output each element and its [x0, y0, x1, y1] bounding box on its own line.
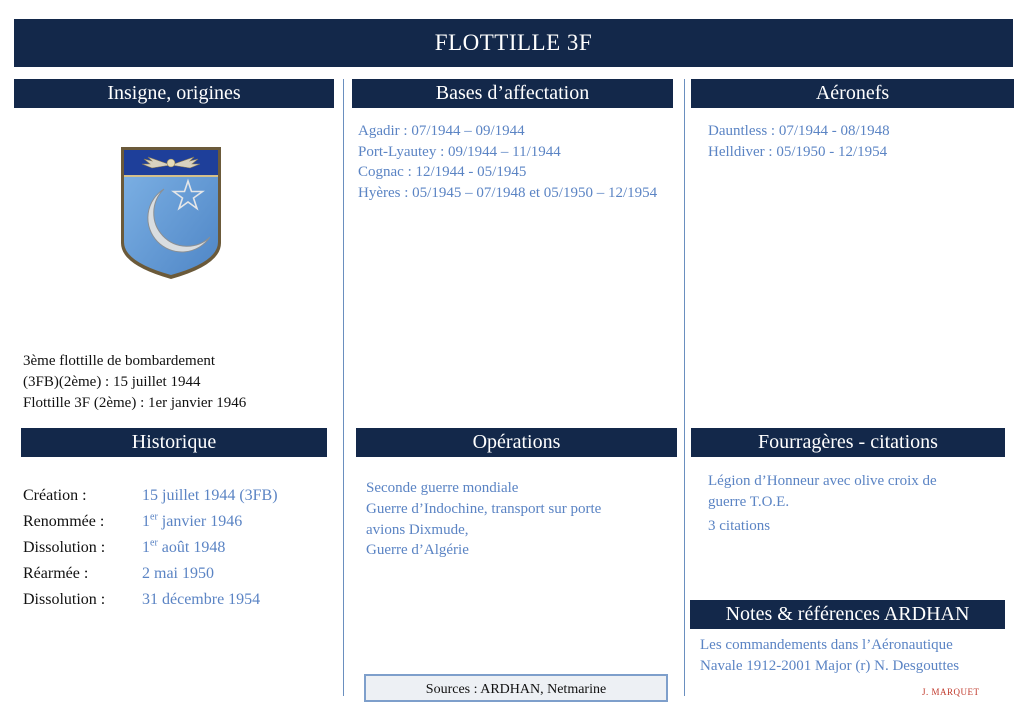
operations-header: Opérations — [356, 428, 677, 457]
insigne-origin-line-2: (3FB)(2ème) : 15 juillet 1944 — [23, 374, 201, 390]
historique-value-renommee: 1er janvier 1946 — [142, 511, 243, 530]
historique-value-dissolution-1: 1er août 1948 — [142, 537, 226, 556]
operation-line-4: Guerre d’Algérie — [366, 542, 469, 558]
aeronef-line-2: Helldiver : 05/1950 - 12/1954 — [708, 144, 888, 160]
aeronefs-header: Aéronefs — [691, 79, 1014, 108]
insigne-origin-line-3: Flottille 3F (2ème) : 1er janvier 1946 — [23, 395, 247, 411]
fourragere-line-1: Légion d’Honneur avec olive croix de — [708, 473, 937, 489]
sources-box: Sources : ARDHAN, Netmarine — [364, 674, 668, 702]
column-divider-left — [343, 79, 344, 696]
base-line-2: Port-Lyautey : 09/1944 – 11/1944 — [358, 144, 561, 160]
historique-label-dissolution-2: Dissolution : — [23, 591, 106, 608]
historique-value-creation: 15 juillet 1944 (3FB) — [142, 487, 278, 504]
fourrageres-header: Fourragères - citations — [691, 428, 1005, 457]
base-line-4: Hyères : 05/1945 – 07/1948 et 05/1950 – 12/1954 — [358, 185, 658, 201]
historique-value-rearmee: 2 mai 1950 — [142, 565, 214, 582]
column-divider-right — [684, 79, 685, 696]
historique-header: Historique — [21, 428, 327, 457]
notes-header: Notes & références ARDHAN — [690, 600, 1005, 629]
notes-line-1: Les commandements dans l’Aéronautique — [700, 637, 953, 653]
author-signature: J. MARQUET — [922, 687, 980, 697]
notes-line-2: Navale 1912-2001 Major (r) N. Desgouttes — [700, 658, 960, 674]
flottille-insignia-image — [118, 145, 224, 283]
historique-value-dissolution-2: 31 décembre 1954 — [142, 591, 261, 608]
historique-label-creation: Création : — [23, 487, 87, 504]
page-title: FLOTTILLE 3F — [14, 19, 1013, 67]
operation-line-2: Guerre d’Indochine, transport sur porte — [366, 501, 602, 517]
citations-count: 3 citations — [708, 518, 771, 534]
historique-label-dissolution-1: Dissolution : — [23, 539, 106, 556]
historique-label-rearmee: Réarmée : — [23, 565, 89, 582]
base-line-1: Agadir : 07/1944 – 09/1944 — [358, 123, 525, 139]
fourragere-line-2: guerre T.O.E. — [708, 494, 790, 510]
insigne-header: Insigne, origines — [14, 79, 334, 108]
insigne-origin-line-1: 3ème flottille de bombardement — [23, 353, 216, 369]
bases-header: Bases d’affectation — [352, 79, 673, 108]
operation-line-1: Seconde guerre mondiale — [366, 480, 519, 496]
operation-line-3: avions Dixmude, — [366, 522, 469, 538]
base-line-3: Cognac : 12/1944 - 05/1945 — [358, 164, 527, 180]
aeronef-line-1: Dauntless : 07/1944 - 08/1948 — [708, 123, 890, 139]
historique-label-renommee: Renommée : — [23, 513, 105, 530]
